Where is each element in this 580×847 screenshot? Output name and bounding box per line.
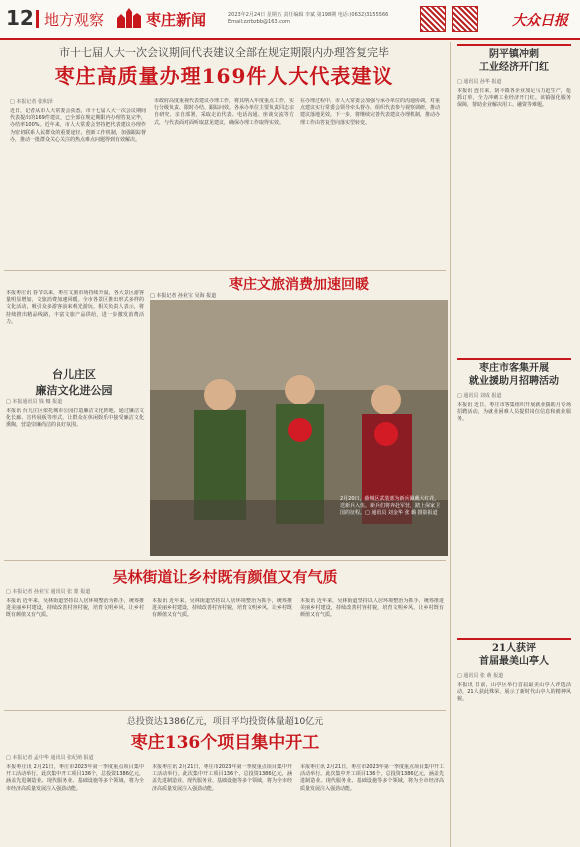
right-byline-1: □ 通讯员 孙华 报道 (457, 79, 502, 85)
right-rule (457, 638, 571, 640)
lead-column-1: 近日，记者从市人大常委会获悉，市十七届人大一次会议期间代表提出的169件建议，已全部在规定期限内办理答复完毕，办结率100%。近年来，市人大常委会坚持把代表建议办理作为密切联系人民群众的重要途径，创新工作机制，加强跟踪督办，推动一批群众关心关注的热点难点问题得到有效解决。 (10, 108, 146, 143)
masthead (0, 0, 580, 40)
projects-headline: 枣庄136个项目集中开工 (130, 733, 320, 753)
wulin-text-3: 本报讯 近年来，吴林街道坚持以人居环境整治为抓手，统筹推进美丽乡村建设，持续改善村容村貌，培育文明乡风，让乡村既有颜值又有气质。 (300, 598, 444, 619)
photo-caption: 2月20日，薛城区武装部为新兵佩戴大红花，送新兵入伍。新兵们将奔赴军营，踏上保家卫国的征程。□ 通讯员 刘金华 张 璐 摄影报道 (340, 496, 441, 516)
right-text-3: 本报讯 日前，山亭区举行首届最美山亭人评选活动，21人获此殊荣，展示了新时代山亭人的精神风貌。 (457, 682, 571, 703)
news-photo (150, 300, 448, 556)
wulin-byline: □ 本报记者 孙业宝 通讯员 张 蒙 报道 (6, 589, 91, 595)
lead-column-3: 在办理过程中，市人大常委会加强与承办单位的沟通协调，对重点建议实行常委会领导牵头督办，组织代表参与视察调研，推动建议落地见效。下一步，将继续完善代表建议办理机制，推动办理工作由答复型向落实型转变。 (300, 98, 440, 126)
projects-text-2: 本报枣庄讯 2月21日，枣庄市2023年第一季度重点项目集中开工活动举行。此次集中开工项目136个，总投资1386亿元，涵盖先进制造业、现代服务业、基础设施等多个领域，将为全市经济高质量发展注入强劲动能。 (152, 764, 292, 792)
right-headline-3: 21人获评 首届最美山亭人 (479, 643, 549, 667)
taierzhuang-byline: □ 本报通讯员 钱 娜 报道 (6, 399, 63, 405)
right-text-2: 本报讯 近日，枣庄市客集组织开展就业援助月专场招聘活动，为就业困难人员提供岗位信息和就业服务。 (457, 402, 571, 423)
right-column (450, 42, 576, 847)
lead-byline: □ 本报记者 张积泽 (10, 99, 53, 105)
lead-column-2: 市政府高度重视代表建议办理工作，将其纳入年度重点工作，实行分级负责、限时办结、跟踪问效。各承办单位主要负责同志亲自研究、亲自部署，采取走访代表、电话沟通、座谈交流等方式，与代表面对面听取意见建议，确保办理工作取得实效。 (154, 98, 294, 126)
taierzhuang-title: 台儿庄区 (52, 368, 96, 381)
taierzhuang-subtitle: 廉洁文化进公园 (35, 384, 113, 397)
right-headline-2: 枣庄市客集开展 就业援助月招聘活动 (469, 363, 559, 387)
right-byline-2: □ 通讯员 刘成 报道 (457, 393, 502, 399)
wulin-headline: 吴林街道让乡村既有颜值又有气质 (112, 568, 338, 586)
tourism-text: 本报枣庄讯 春节以来，枣庄文旅市场持续升温，各大景区游客量明显增加，文旅消费加速回暖。全市各景区推出形式多样的文化活动，吸引众多游客前来观光游玩。相关负责人表示，将持续推出精品线路，丰富文旅产品供给，进一步激发消费活力。 (6, 290, 144, 325)
section-name: 地方观察 (44, 11, 105, 29)
right-rule (457, 44, 571, 46)
masthead-meta: 2023年2月24日 星期五 责任编辑 李斌 第198期 电话:(0632)3155566 Email:zzrbzbb@163.com (228, 12, 389, 25)
projects-text-1: 本报枣庄讯 2月21日，枣庄市2023年第一季度重点项目集中开工活动举行。此次集中开工项目136个，总投资1386亿元，涵盖先进制造业、现代服务业、基础设施等多个领域，将为全市经济高质量发展注入强劲动能。 (6, 764, 144, 792)
divider (4, 270, 446, 271)
lead-kicker: 市十七届人大一次会议期间代表建议全部在规定期限内办理答复完毕 (59, 46, 389, 59)
right-rule (457, 358, 571, 360)
qr-code-icon[interactable] (452, 6, 478, 32)
divider (4, 560, 446, 561)
wulin-text-1: 本报讯 近年来，吴林街道坚持以人居环境整治为抓手，统筹推进美丽乡村建设，持续改善村容村貌，培育文明乡风，让乡村既有颜值又有气质。 (6, 598, 144, 619)
page-number: 12 (6, 6, 34, 30)
lead-story (4, 42, 444, 270)
right-headline-1: 阴平镇冲刺 工业经济开门红 (479, 49, 549, 73)
paper-name: 枣庄新闻 (146, 11, 207, 29)
projects-kicker: 总投资达1386亿元，项目平均投资体量超10亿元 (126, 717, 324, 727)
tourism-headline: 枣庄文旅消费加速回暖 (229, 277, 369, 293)
city-skyline-icon (116, 6, 142, 30)
qr-code-icon[interactable] (420, 6, 446, 32)
newspaper-logo: 大众日报 (512, 13, 568, 29)
tourism-byline: □ 本报记者 孙业宝 吴海 报道 (150, 293, 217, 299)
soldiers-photo-illustration (150, 300, 448, 556)
projects-text-3: 本报枣庄讯 2月21日，枣庄市2023年第一季度重点项目集中开工活动举行。此次集中开工项目136个，总投资1386亿元，涵盖先进制造业、现代服务业、基础设施等多个领域，将为全市经济高质量发展注入强劲动能。 (300, 764, 444, 792)
page-divider (36, 10, 39, 28)
taierzhuang-text: 本报讯 台儿庄区依托城市公园打造廉洁文化阵地，通过廉洁文化长廊、宣传展板等形式，让群众在休闲娱乐中接受廉洁文化熏陶，营造崇廉尚洁的良好氛围。 (6, 408, 144, 429)
lead-headline: 枣庄高质量办理169件人大代表建议 (54, 64, 394, 88)
right-byline-3: □ 通讯员 张 萌 报道 (457, 673, 504, 679)
wulin-text-2: 本报讯 近年来，吴林街道坚持以人居环境整治为抓手，统筹推进美丽乡村建设，持续改善村容村貌，培育文明乡风，让乡村既有颜值又有气质。 (152, 598, 292, 619)
projects-byline: □ 本报记者 孟中华 通讯员 张纪萌 报道 (6, 755, 94, 761)
right-text-1: 本报讯 连日来，阴平镇各企业加足马力赶生产，抢抓订单，全力冲刺工业经济开门红。该镇强化服务保障，帮助企业解决用工、融资等难题。 (457, 88, 571, 109)
divider (4, 710, 446, 711)
